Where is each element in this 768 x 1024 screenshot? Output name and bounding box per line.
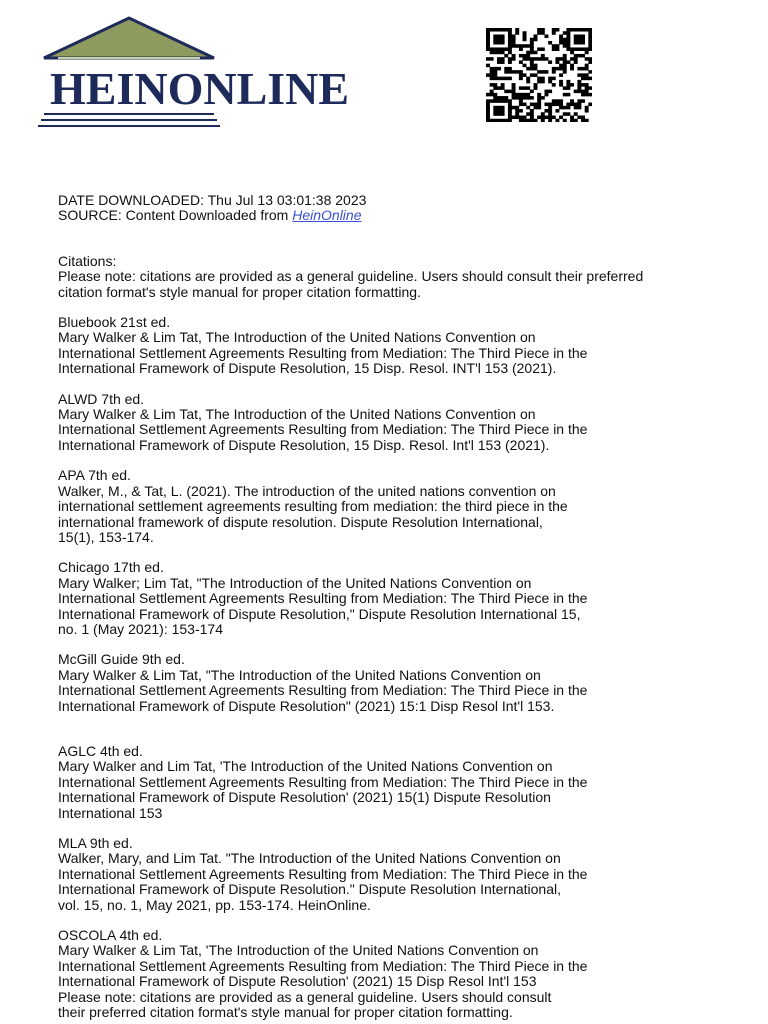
source-label: SOURCE: Content Downloaded from bbox=[58, 207, 293, 224]
citation-line: International 153 bbox=[58, 804, 163, 821]
citation-block bbox=[58, 836, 738, 913]
citation-line: International Framework of Dispute Resolution, 15 Disp. Resol. INT'l 153 (2021). bbox=[58, 360, 557, 377]
citation-line: International Framework of Dispute Resolution' (2021) 15(1) Dispute Resolution bbox=[58, 789, 551, 806]
citation-style: Chicago 17th ed. bbox=[58, 559, 164, 576]
citation-line: Please note: citations are provided as a general guideline. Users should consult bbox=[58, 988, 552, 1005]
citation-line: Walker, M., & Tat, L. (2021). The introduction of the united nations convention on bbox=[58, 482, 556, 499]
citation-line: International Framework of Dispute Resolution" (2021) 15:1 Disp Resol Int'l 153. bbox=[58, 697, 555, 714]
heinonline-logo bbox=[36, 14, 428, 132]
citation-block bbox=[58, 652, 738, 714]
citation-line: Mary Walker & Lim Tat, The Introduction of the United Nations Convention on bbox=[58, 329, 536, 346]
citation-line: International Framework of Dispute Resolution' (2021) 15 Disp Resol Int'l 153 bbox=[58, 973, 537, 990]
citation-document bbox=[58, 193, 738, 1020]
citation-line: International Settlement Agreements Resulting from Mediation: The Third Piece in the bbox=[58, 590, 588, 607]
citation-line: International Framework of Dispute Resolution," Dispute Resolution International 15, bbox=[58, 605, 581, 622]
note-line: Please note: citations are provided as a general guideline. Users should consult their preferred bbox=[58, 268, 644, 285]
citation-block bbox=[58, 468, 738, 545]
citation-block bbox=[58, 560, 738, 637]
citation-style: OSCOLA 4th ed. bbox=[58, 927, 163, 944]
citation-block bbox=[58, 315, 738, 377]
citation-line: Mary Walker & Lim Tat, "The Introduction of the United Nations Convention on bbox=[58, 666, 541, 683]
citation-line: 15(1), 153-174. bbox=[58, 528, 154, 545]
citations-heading: Citations: bbox=[58, 252, 117, 269]
citation-block bbox=[58, 392, 738, 454]
heinonline-link[interactable]: HeinOnline bbox=[292, 207, 362, 224]
citation-line: their preferred citation format's style manual for proper citation formatting. bbox=[58, 1004, 513, 1021]
source-line bbox=[58, 208, 738, 223]
citation-style: ALWD 7th ed. bbox=[58, 390, 145, 407]
citation-line: Mary Walker; Lim Tat, "The Introduction of the United Nations Convention on bbox=[58, 574, 532, 591]
citation-style: APA 7th ed. bbox=[58, 467, 131, 484]
citation-block bbox=[58, 744, 738, 821]
building-logo-icon bbox=[36, 14, 428, 132]
citation-line: International Framework of Dispute Resolution, 15 Disp. Resol. Int'l 153 (2021). bbox=[58, 436, 550, 453]
citation-line: international settlement agreements resulting from mediation: the third piece in the bbox=[58, 498, 568, 515]
citations-list bbox=[58, 315, 738, 1020]
citation-line: vol. 15, no. 1, May 2021, pp. 153-174. HeinOnline. bbox=[58, 896, 371, 913]
citation-line: International Settlement Agreements Resulting from Mediation: The Third Piece in the bbox=[58, 957, 588, 974]
qr-code-icon bbox=[486, 28, 592, 122]
citation-line: International Settlement Agreements Resulting from Mediation: The Third Piece in the bbox=[58, 344, 588, 361]
logo-text: HEINONLINE bbox=[50, 63, 350, 114]
citation-line: international framework of dispute resolution. Dispute Resolution International, bbox=[58, 513, 543, 530]
citation-line: International Settlement Agreements Resulting from Mediation: The Third Piece in the bbox=[58, 773, 588, 790]
citation-line: no. 1 (May 2021): 153-174 bbox=[58, 620, 223, 637]
citation-line: Mary Walker & Lim Tat, The Introduction of the United Nations Convention on bbox=[58, 406, 536, 423]
citation-style: MLA 9th ed. bbox=[58, 835, 133, 851]
citation-block bbox=[58, 928, 738, 1020]
note-line: citation format's style manual for proper citation formatting. bbox=[58, 283, 421, 300]
citation-line: International Settlement Agreements Resulting from Mediation: The Third Piece in the bbox=[58, 865, 588, 882]
citation-line: Walker, Mary, and Lim Tat. "The Introduction of the United Nations Convention on bbox=[58, 850, 561, 867]
citation-line: Mary Walker and Lim Tat, 'The Introduction of the United Nations Convention on bbox=[58, 758, 553, 775]
citation-line: International Framework of Dispute Resolution." Dispute Resolution International, bbox=[58, 881, 562, 898]
citation-line: International Settlement Agreements Resulting from Mediation: The Third Piece in the bbox=[58, 682, 588, 699]
citation-style: AGLC 4th ed. bbox=[58, 742, 143, 759]
citation-style: McGill Guide 9th ed. bbox=[58, 651, 185, 668]
citation-line: Mary Walker & Lim Tat, 'The Introduction of the United Nations Convention on bbox=[58, 942, 539, 959]
date-downloaded: DATE DOWNLOADED: Thu Jul 13 03:01:38 2023 bbox=[58, 192, 367, 208]
citation-style: Bluebook 21st ed. bbox=[58, 314, 171, 331]
citation-line: International Settlement Agreements Resulting from Mediation: The Third Piece in the bbox=[58, 421, 588, 438]
